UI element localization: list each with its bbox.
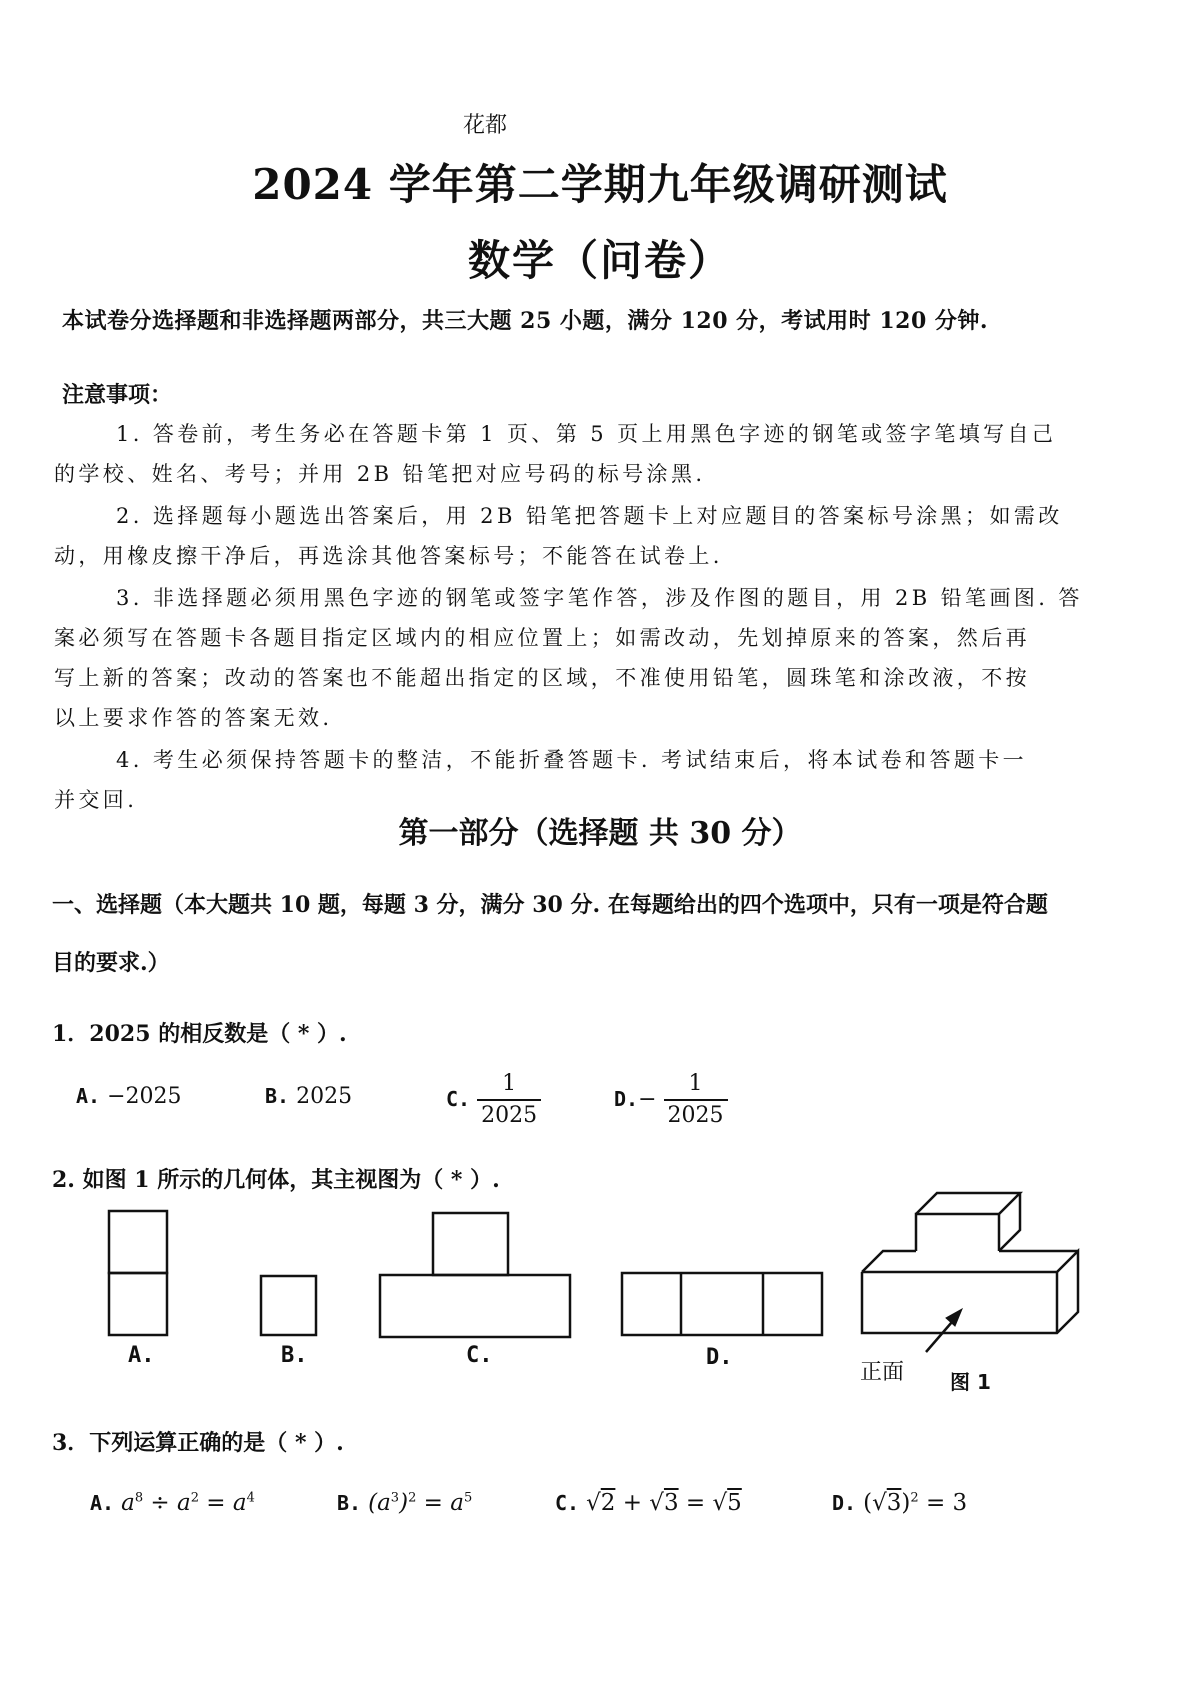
notice-line: 2. 选择题每小题选出答案后，用 2B 铅笔把答题卡上对应题目的答案标号涂黑；如需改 xyxy=(116,504,1063,528)
exponent: 3 xyxy=(390,1490,400,1506)
notice-line: 并交回. xyxy=(54,788,138,812)
q3-option-b: B. $(a^3)^2 = a^5$ xyxy=(337,1490,473,1516)
notice-line: 4. 考生必须保持答题卡的整洁，不能折叠答题卡. 考试结束后，将本试卷和答题卡一 xyxy=(116,748,1028,772)
q3-option-a: A. $a^8 \div a^2 = a^4$ xyxy=(90,1490,255,1516)
notice-heading: 注意事项： xyxy=(62,382,173,408)
exponent: 2 xyxy=(190,1490,199,1506)
figure1-label: 图 1 xyxy=(950,1370,991,1394)
option-label: B. xyxy=(265,1084,290,1108)
section-heading-cont: 目的要求.） xyxy=(52,950,170,976)
top-cube-front xyxy=(916,1214,999,1251)
base-box-outline xyxy=(862,1251,1078,1333)
front-arrow-head xyxy=(946,1309,962,1326)
option-label: A. xyxy=(76,1084,101,1108)
q3-stem: 3．下列运算正确的是（ * ）. xyxy=(52,1430,344,1456)
q2-stem: 2. 如图 1 所示的几何体，其主视图为（ * ）. xyxy=(52,1167,500,1193)
option-label: D. xyxy=(614,1087,639,1111)
numerator: 1 xyxy=(477,1069,541,1101)
radicand: 3 xyxy=(663,1490,679,1516)
option-label: C. xyxy=(555,1491,580,1515)
notice-line: 动，用橡皮擦干净后，再选涂其他答案标号；不能答在试卷上. xyxy=(54,544,723,568)
radicand: 3 xyxy=(886,1490,902,1516)
exponent: 4 xyxy=(246,1490,255,1506)
radicand: 5 xyxy=(727,1490,742,1516)
minus-sign: − xyxy=(638,1087,657,1112)
variable: a xyxy=(450,1490,464,1516)
option-label: C. xyxy=(446,1087,471,1111)
option-c-base-rect xyxy=(380,1275,570,1337)
front-label: 正面 xyxy=(860,1360,905,1385)
q1-stem: 1．2025 的相反数是（ * ）. xyxy=(52,1021,347,1047)
radicand: 2 xyxy=(600,1490,616,1516)
q3-option-d: D. $(√3)^2 = 3$ xyxy=(832,1490,968,1516)
section-heading: 一、选择题（本大题共 10 题，每题 3 分，满分 30 分. 在每题给出的四个选项中，只有一项是符合题 xyxy=(52,892,1048,918)
variable: a xyxy=(232,1490,247,1516)
part1-heading: 第一部分（选择题 共 30 分） xyxy=(398,816,802,851)
option-a-top-square xyxy=(109,1211,167,1273)
option-a-bottom-square xyxy=(109,1273,167,1335)
option-label: B. xyxy=(337,1491,362,1515)
result-value: 3 xyxy=(952,1490,968,1516)
exam-subtitle: 数学（问卷） xyxy=(467,236,732,285)
figure1-solid xyxy=(862,1193,1078,1333)
option-value: 2025 xyxy=(296,1084,353,1109)
exponent: 8 xyxy=(134,1490,144,1506)
notice-line: 写上新的答案；改动的答案也不能超出指定的区域，不准使用铅笔，圆珠笔和涂改液，不按 xyxy=(54,666,1030,690)
option-label: A. xyxy=(90,1491,115,1515)
q2-option-d-label: D. xyxy=(706,1345,733,1370)
region-label: 花都 xyxy=(463,113,508,138)
option-b-square xyxy=(261,1276,316,1335)
q3-option-c: C. √2 + √3 = √5 xyxy=(555,1490,742,1516)
option-c-top-square xyxy=(433,1213,508,1275)
exponent: 2 xyxy=(910,1490,919,1506)
notice-line: 3. 非选择题必须用黑色字迹的钢笔或签字笔作答，涉及作图的题目，用 2B 铅笔画图. 答 xyxy=(116,586,1083,610)
variable: a xyxy=(177,1490,191,1516)
notice-line: 案必须写在答题卡各题目指定区域内的相应位置上；如需改动，先划掉原来的答案，然后再 xyxy=(54,626,1030,650)
q2-option-b-label: B. xyxy=(281,1343,308,1368)
exponent: 5 xyxy=(463,1490,473,1506)
exam-title: 2024 学年第二学期九年级调研测试 xyxy=(252,160,948,209)
option-value: −2025 xyxy=(107,1084,182,1109)
option-label: D. xyxy=(832,1491,857,1515)
notice-line: 以上要求作答的答案无效. xyxy=(54,706,333,730)
top-cube-side xyxy=(999,1193,1020,1251)
q2-option-a-label: A. xyxy=(128,1343,155,1368)
q2-option-c-label: C. xyxy=(466,1343,493,1368)
base-box-top-left xyxy=(862,1251,916,1272)
notice-line: 的学校、姓名、考号；并用 2B 铅笔把对应号码的标号涂黑. xyxy=(54,462,706,486)
denominator: 2025 xyxy=(667,1103,724,1128)
top-cube-top xyxy=(916,1193,1020,1214)
denominator: 2025 xyxy=(481,1103,538,1128)
exam-intro: 本试卷分选择题和非选择题两部分，共三大题 25 小题，满分 120 分，考试用时 120 分钟. xyxy=(62,308,989,334)
exponent: 2 xyxy=(408,1490,417,1506)
notice-line: 1. 答卷前，考生务必在答题卡第 1 页、第 5 页上用黑色字迹的钢笔或签字笔填写自己 xyxy=(116,422,1057,446)
numerator: 1 xyxy=(664,1069,728,1101)
option-d-rect xyxy=(622,1273,822,1335)
variable: a xyxy=(121,1490,135,1516)
variable: a xyxy=(377,1490,391,1516)
